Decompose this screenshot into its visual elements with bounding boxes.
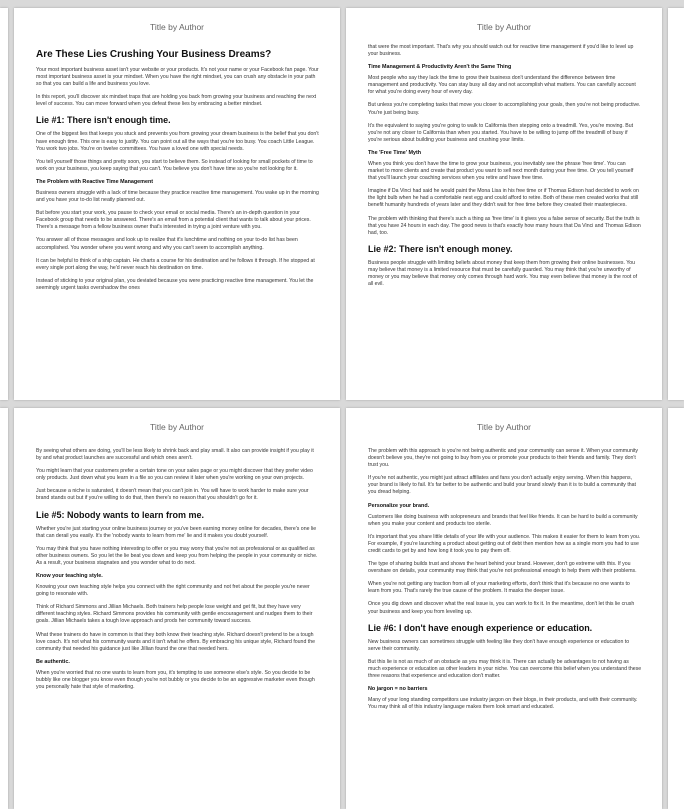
subheading: Know your teaching style. <box>36 573 103 580</box>
subheading: Time Management & Productivity Aren't the Same Thing <box>368 64 512 71</box>
paragraph: When you're worried that no one wants to learn from you, it's tempting to use someone else's style. So you decide to be bubbly like one blogger you know even though you're not bubbly or you decide to be an aggressive marketer even though you personally hate that style of marketing. <box>36 669 315 690</box>
paragraph: Whether you're just starting your online business journey or you've been earning money online for decades, there's one lie that can derail you easily. It's the 'nobody wants to learn from me' lie and it makes you doubt yourself. <box>36 525 317 539</box>
paragraph: The type of sharing builds trust and shows the heart behind your brand. However, don't go extreme with this. If you overshare on details, your community may think that you're not professional enough to help them with their problems. <box>368 561 637 575</box>
paragraph: It's important that you share little details of your life with your audience. This makes it easier for them to learn from you. For example, if you're launching a product about getting out of debt then mention how as a single mom you had to use credit cards to get by and how long it took you to pay them off. <box>368 533 641 554</box>
paragraph: It's the equivalent to saying you're going to walk to California then stepping onto a treadmill. Yes, you're moving. But you're not any closer to California than when you started. You have to be willing to jump off the treadmill of busy if you're serious about building your business and crushing your limits. <box>368 122 634 143</box>
page-header: Title by Author <box>476 422 532 432</box>
document-page-1 <box>14 8 340 400</box>
subheading: Personalize your brand. <box>368 502 430 509</box>
paragraph: If you're not authentic, you might just attract affiliates and fans you don't actually enjoy serving. When this happens, your brand is likely to fail. It's far better to be authentic and build your brand slowly than it is to build a community that you dread helping. <box>368 475 636 496</box>
document-page-4 <box>346 408 662 809</box>
subheading: The Problem with Reactive Time Management <box>36 178 154 185</box>
paragraph: It can be helpful to think of a ship captain. He charts a course for his destination and he follows it through. If he stopped at every single port along the way, he'd never reach his destination on time. <box>36 257 315 271</box>
section-heading: Lie #2: There isn't enough money. <box>368 243 513 254</box>
subheading: Be authentic. <box>36 658 70 665</box>
paragraph: Your most important business asset isn't your website or your products. It's not your name or your Facebook fan page. Your most important business asset is your mindset. When you have the right mindset, you can crush any obstacle in your path so that you can build a life and business you love. <box>36 67 319 88</box>
page-header: Title by Author <box>149 22 205 32</box>
section-heading: Lie #1: There isn't enough time. <box>36 115 171 126</box>
paragraph: Customers like doing business with solopreneurs and brands that feel like friends. It can be hard to build a community when you make your content and products too sterile. <box>368 513 638 527</box>
paragraph: You might learn that your customers prefer a certain tone on your sales page or you might discover that they prefer video only products. Just down what you learn in a file so you can review it later when you're working on your own projects. <box>36 468 313 482</box>
document-page-2 <box>346 8 662 400</box>
paragraph: When you're not getting any traction from all of your marketing efforts, don't think that it's because no one wants to learn from you. That's rarely the true cause of the problem. It masks the deeper issue. <box>368 581 630 595</box>
paragraph: Business people struggle with limiting beliefs about money that keep them from growing their online businesses. You may believe that money is a limited resource that must be carefully guarded. You may think that you're unworthy of money or you may believe that money only comes through hard work. You may even believe that money is the root of all evil. <box>368 259 638 288</box>
paragraph: The problem with thinking that there's such a thing as 'free time' is it gives you a false sense of security. But the truth is that you have 24 hours in each day. The good news is that's exactly how many hours that Da Vinci and Thomas Edison had, too. <box>368 215 641 236</box>
subheading: The 'Free Time' Myth <box>368 149 422 156</box>
paragraph: Once you dig down and discover what the real issue is, you can work to fix it. In the meantime, don't let this lie crush your business and keep you from leveling up. <box>368 601 635 615</box>
paragraph: Just because a niche is saturated, it doesn't mean that you can't join in. You will have to work harder to make sure your brand stands out but if you're willing to do that, then there's no reason that you shouldn't go for it. <box>36 488 309 502</box>
paragraph: Knowing your own teaching style helps you connect with the right community and not fret about the people you're never going to resonate with. <box>36 584 310 598</box>
document-title: Are These Lies Crushing Your Business Dreams? <box>36 49 272 60</box>
paragraph: Most people who say they lack the time to grow their business don't understand the difference between time management and productivity. You can stay busy all day and not accomplish what matters. You can carefully account for what you're doing every hour of every day. <box>368 75 636 96</box>
section-heading: Lie #5: Nobody wants to learn from me. <box>36 509 205 520</box>
paragraph: You tell yourself those things and pretty soon, you start to believe them. So instead of looking for small pockets of time to work on your business, you keep saying that you can't. You believe you don't have time so you're not looking for it. <box>36 158 313 172</box>
document-page-3 <box>14 408 340 809</box>
paragraph: Think of Richard Simmons and Jillian Michaels. Both trainers help people lose weight and get fit, but they have very different teaching styles. Richard Simmons provides his community with gentle encouragement and nudges them to their goals. Jillian Michaels takes a tough love approach and prods her community toward success. <box>36 604 313 625</box>
paragraph: Many of your long standing competitors use industry jargon on their blogs, in their products, and with their community. You may think all of this industry language makes them look smart and educated. <box>368 697 638 711</box>
paragraph: You may think that you have nothing interesting to offer or you may worry that you're not as professional or as qualified as other business owners. So you let the lie beat you down and keep you from helping the people in your community or niche. As a result, your business stagnates and you wonder what to do next. <box>36 545 318 566</box>
right-page-edge-top <box>668 8 684 400</box>
paragraph: One of the biggest lies that keeps you stuck and prevents you from growing your dream business is the belief that you don't have enough time. This one is easy to justify. You can point out all the ways that you're too busy. You coach Little League. You work two jobs. You're on twelve committees. You have a loved one with special needs. <box>36 131 319 152</box>
left-page-edge-top <box>0 8 8 400</box>
page-header: Title by Author <box>149 422 205 432</box>
paragraph: But unless you're completing tasks that move you closer to accomplishing your goals, then you're not being productive. You're just being busy. <box>368 102 641 116</box>
paragraph: Instead of sticking to your original plan, you deviated because you were practicing reactive time management. You let the seemingly urgent tasks overshadow the ones <box>36 277 314 291</box>
paragraph: But this lie is not as much of an obstacle as you may think it is. There can actually be advantages to not having as much experience or education as other leaders in your niche. You can overcome this belief when you understand these three reasons that experience and education don't matter. <box>368 658 642 679</box>
paragraph: that were the most important. That's why you should watch out for reactive time management if you'd like to level up your business. <box>368 44 634 58</box>
page-header: Title by Author <box>476 22 532 32</box>
paragraph: But before you start your work, you pause to check your email or social media. There's an in-depth question in your Facebook group that needs to be answered. There's an email from a potential client that wants to talk about your prices. There's a message from a fellow business owner that's interested in trying a joint venture with you. <box>36 210 311 231</box>
right-page-edge-bottom <box>668 408 684 809</box>
section-heading: Lie #6: I don't have enough experience or education. <box>368 622 593 633</box>
paragraph: In this report, you'll discover six mindset traps that are holding you back from growing your business and reaching the next level of success. You can move forward when you defeat these lies by embracing a better mindset. <box>36 94 317 108</box>
left-page-edge-bottom <box>0 408 8 809</box>
paragraph: By seeing what others are doing, you'll be less likely to shrink back and play small. It also can provide insight if you play it by and what product launches are successful and which ones aren't. <box>36 448 314 462</box>
paragraph: You answer all of those messages and look up to realize that it's lunchtime and nothing on your to-do list has been accomplished. You wonder where you went wrong and why you can't seem to accomplish anything. <box>36 237 298 251</box>
paragraph: Imagine if Da Vinci had said he would paint the Mona Lisa in his free time or if Thomas Edison had decided to work on the light bulb when he had a comfortable nest egg and could afford to retire. Both of these men created works that still benefit humanity hundreds of years later and they didn't wait for free time before they created their masterpieces. <box>368 188 639 209</box>
subheading: No jargon = no barriers <box>368 686 428 693</box>
paragraph: Business owners struggle with a lack of time because they practice reactive time management. You wake up in the morning and you have your to-do list neatly planned out. <box>36 189 319 204</box>
paragraph: New business owners can sometimes struggle with feeling like they don't have enough experience or education to serve their community. <box>368 638 630 652</box>
paragraph: What these trainers do have in common is that they both know their teaching style. Richard doesn't pretend to be a tough love coach. It's not what his community wants and it isn't what he offers. By embracing his unique style, Richard found the community that needed his guidance just like Jillian found the one that needed hers. <box>36 631 315 652</box>
paragraph: When you think you don't have the time to grow your business, you inevitably see the phrase 'free time'. You can market to more clients and create that product you want to sell next month during your free time. Or you tell yourself that you'll launch your coaching services when you retire and have free time. <box>368 160 634 182</box>
paragraph: The problem with this approach is you're not being authentic and your community can sense it. When your community doesn't believe you, they're not going to buy from you or promote your products to their friends and family. They don't trust you. <box>368 448 639 469</box>
